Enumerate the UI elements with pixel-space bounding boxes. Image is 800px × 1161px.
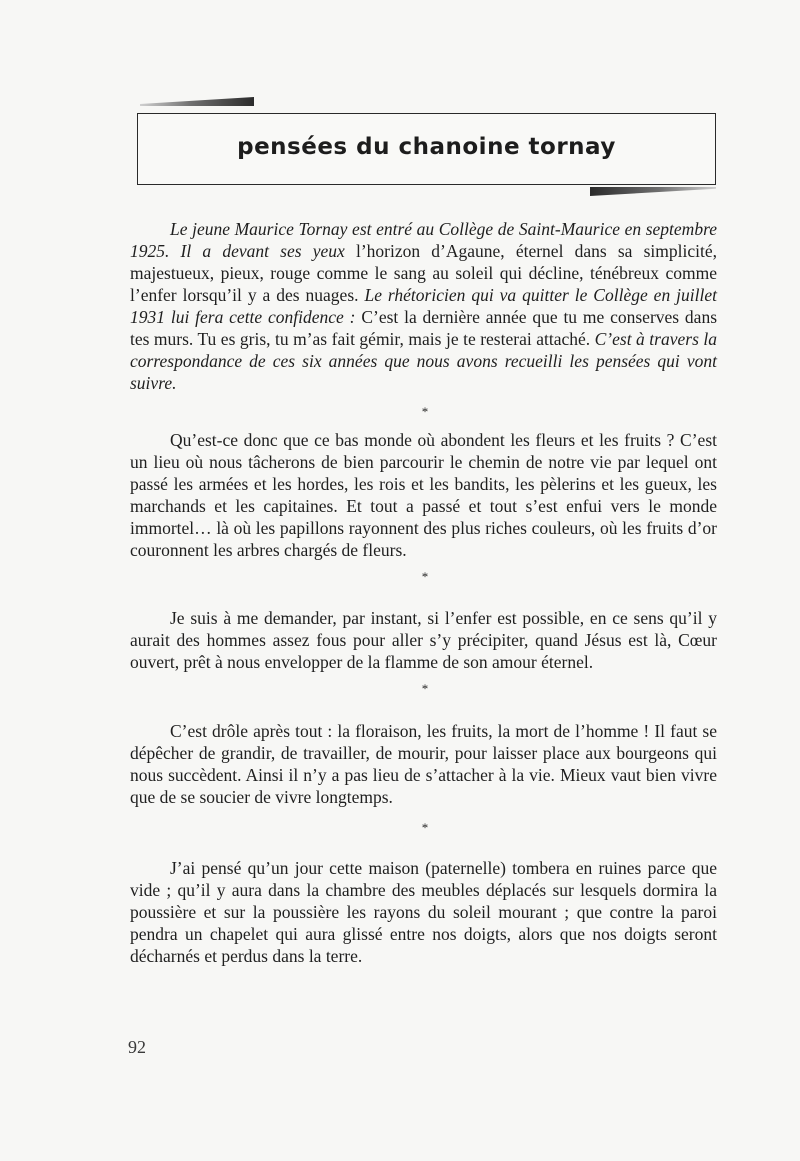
thought-paragraph-2: Je suis à me demander, par instant, si l’enfer est possible, en ce sens qu’il y aurait des hommes assez fous pour aller s’y précipiter, quand Jésus est là, Cœur ouvert, prêt à nous envelopper de la flamme de son amour éternel.: [130, 608, 717, 672]
thought-paragraph-3: C’est drôle après tout : la floraison, les fruits, la mort de l’homme ! Il faut se dépêcher de grandir, de travailler, de mourir, pour laisser place aux bourgeons qui nous succèdent. Ainsi il n’y a pas lieu de s’attacher à la vie. Mieux vaut bien vivre que de se soucier de vivre longtemps.: [130, 721, 717, 807]
separator-asterisk: *: [421, 820, 429, 835]
intro-italic-1: Le jeune Maurice Tornay est entré au Collège de Saint-Maurice en septembre 1925. Il a devant ses yeux: [130, 219, 717, 261]
intro-italic-3: C’est à travers la correspondance de ces six années que nous avons recueilli les pensées qui vont suivre.: [130, 329, 717, 393]
article-body: [130, 218, 717, 967]
header-top-bar-decoration: [140, 97, 254, 106]
thought-paragraph-4: J’ai pensé qu’un jour cette maison (paternelle) tombera en ruines parce que vide ; qu’il y aura dans la chambre des meubles déplacés sur lesquels dormira la poussière et sur la poussière les rayons du soleil mourant ; que contre la paroi pendra un chapelet qui aura glissé entre nos doigts, alors que nos doigts seront décharnés et perdus dans la terre.: [130, 858, 717, 966]
separator-asterisk: *: [421, 569, 429, 584]
separator-asterisk: *: [421, 681, 429, 696]
page-title: pensées du chanoine tornay: [237, 134, 616, 160]
intro-quote-2: C’est la dernière année que tu me conserves dans tes murs. Tu es gris, tu m’as fait gémir, mais je te resterai attaché.: [130, 307, 718, 349]
intro-italic-2: Le rhétoricien qui va quitter le Collège en juillet 1931 lui fera cette confidence :: [130, 285, 717, 327]
intro-paragraph: [130, 218, 717, 394]
intro-quote-1: l’horizon d’Agaune, éternel dans sa simplicité, majestueux, pieux, rouge comme le sang au soleil qui décline, ténébreux comme l’enfer lorsqu’il y a des nuages.: [130, 241, 717, 305]
separator-asterisk: *: [421, 404, 429, 419]
page-number: 92: [128, 1037, 146, 1057]
thought-paragraph-1: Qu’est-ce donc que ce bas monde où abondent les fleurs et les fruits ? C’est un lieu où nous tâcherons de bien parcourir le chemin de notre vie par lequel ont passé les armées et les hordes, les rois et les bandits, les pèlerins et les gueux, les marchands et les capitaines. Et tout a passé et tout s’est enfui vers le monde immortel… là où les papillons rayonnent des plus riches couleurs, où les fruits d’or couronnent les arbres chargés de fleurs.: [130, 430, 717, 560]
header-bottom-bar-decoration: [590, 187, 716, 196]
title-frame: [137, 113, 716, 185]
